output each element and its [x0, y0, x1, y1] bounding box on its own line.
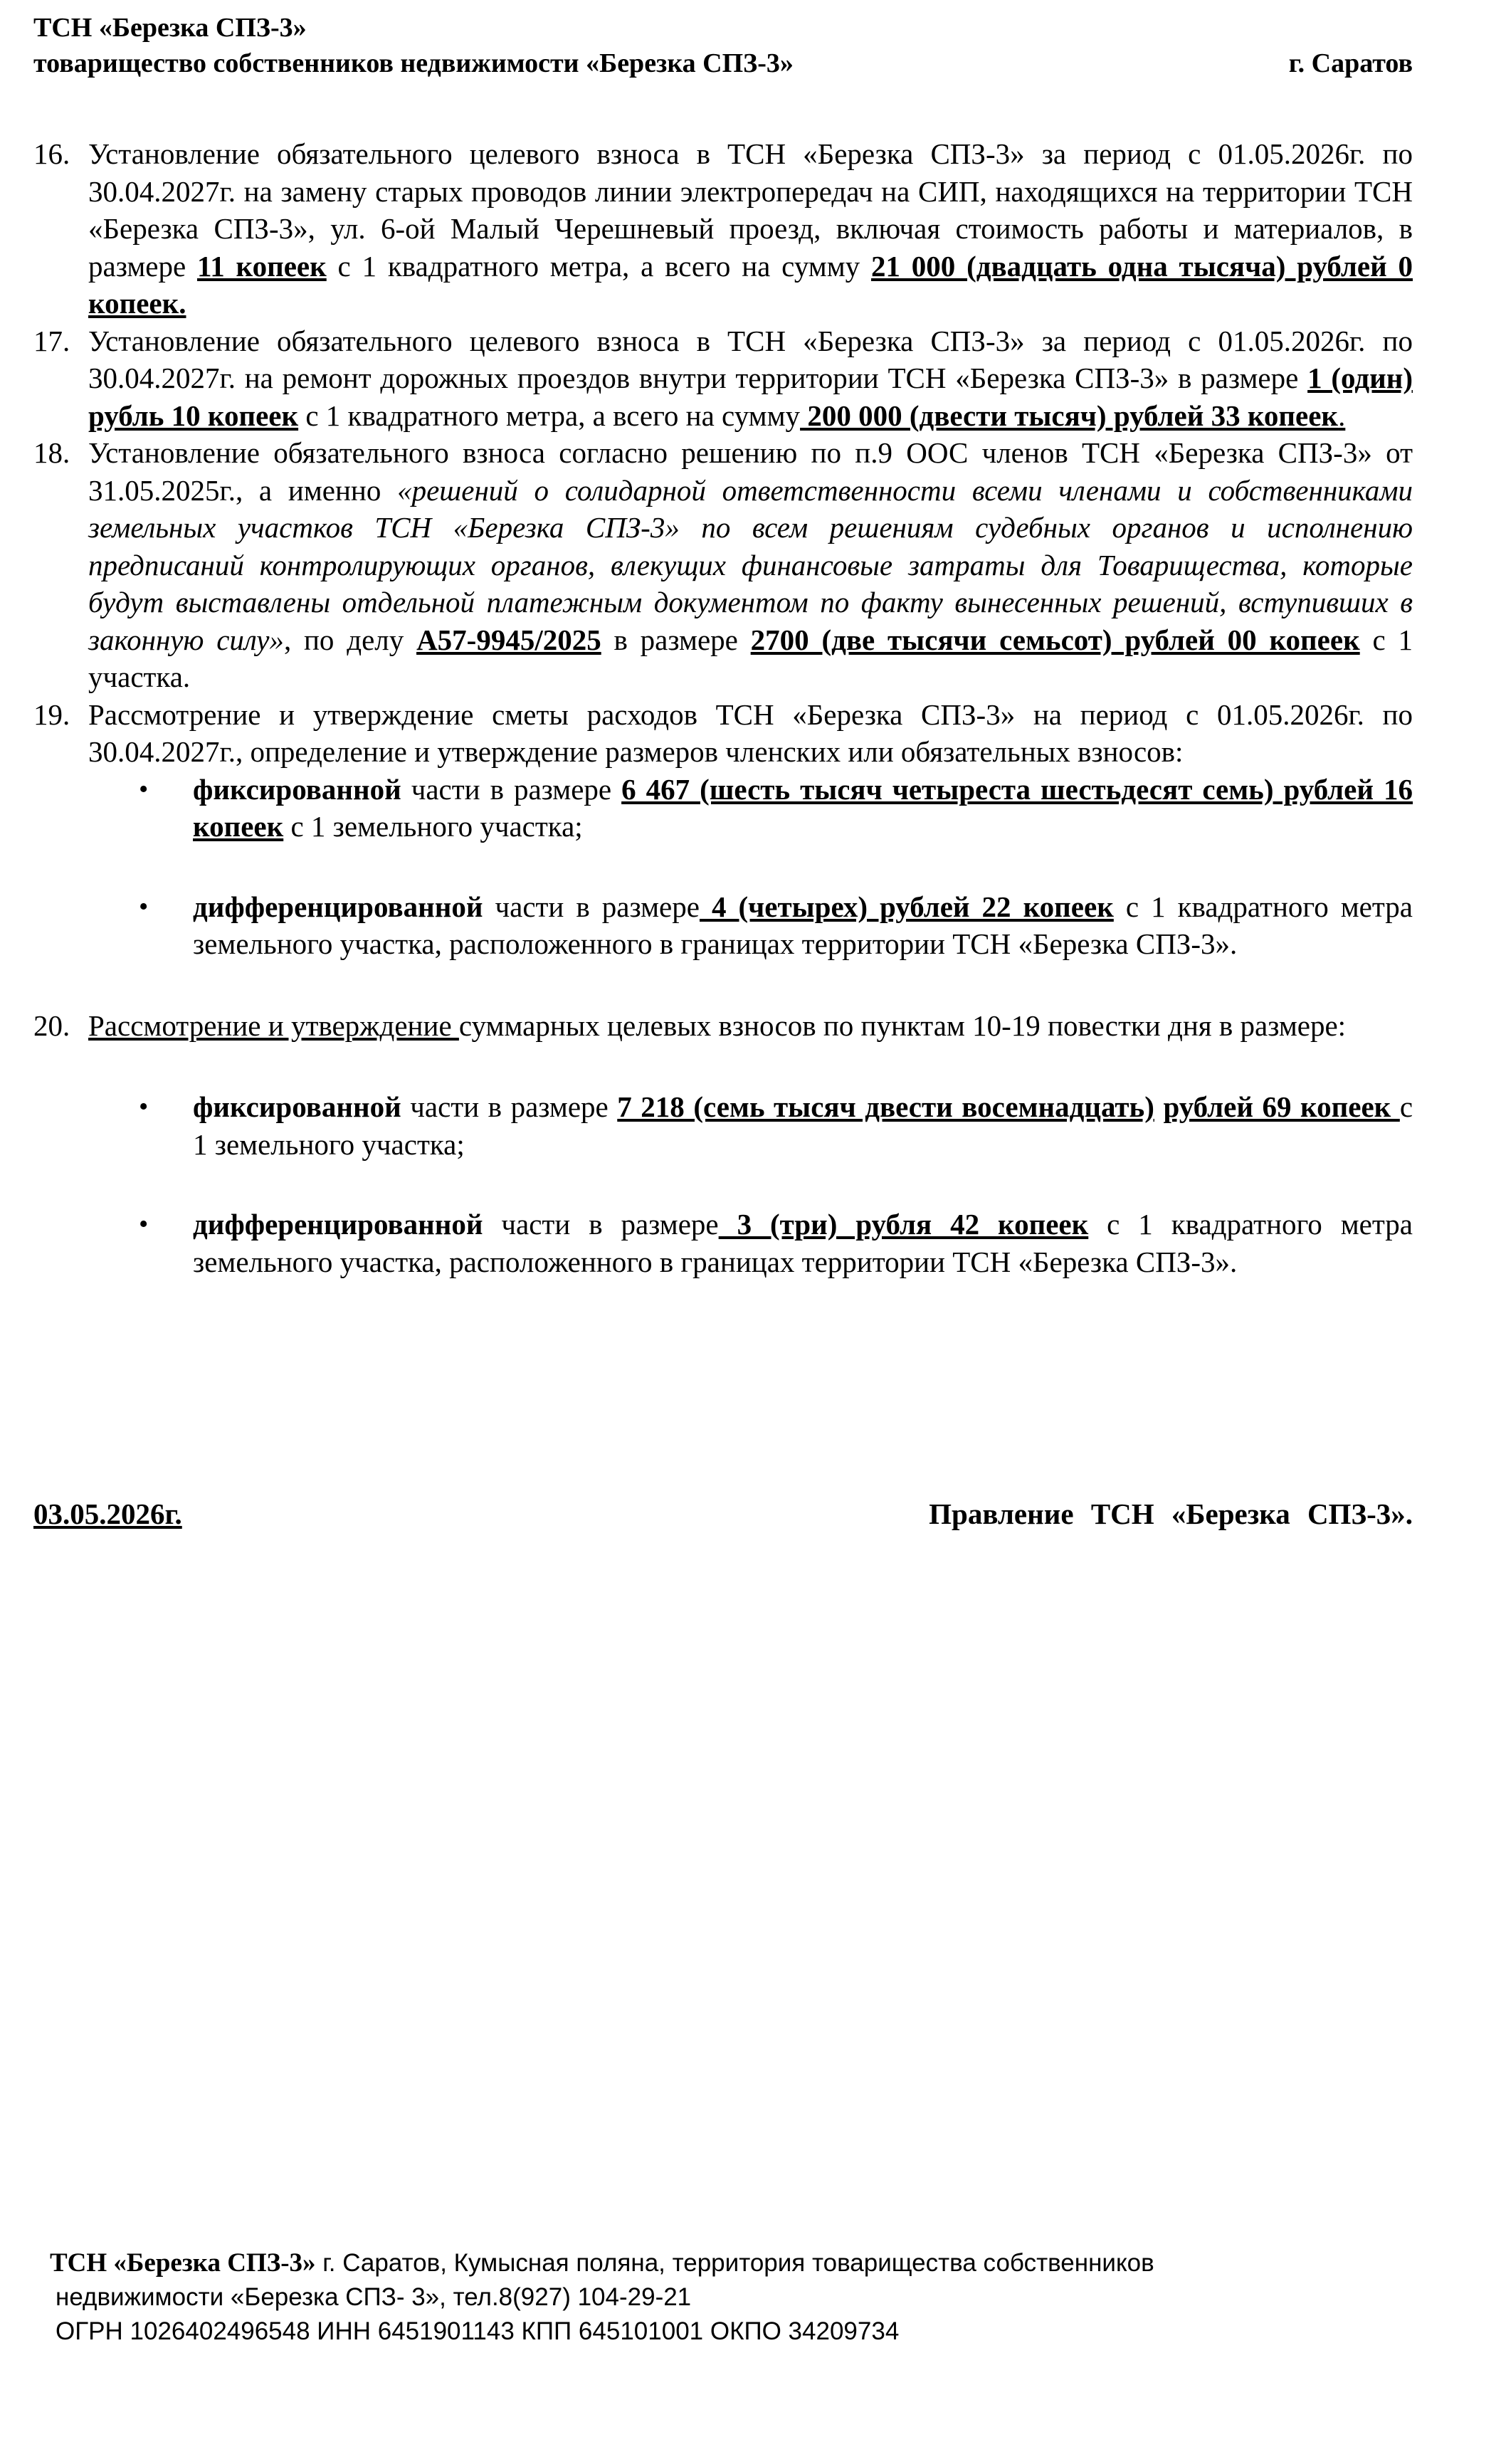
bullet-amount: 6 467 (шесть тысяч четыреста шестьдесят семь) рублей 16 копеек [193, 772, 1413, 843]
item-text: . [1338, 399, 1346, 432]
bullet-text: с 1 квадратного метра земельного участка, расположенного в границах территории ТСН «Березка СПЗ-3». [193, 1208, 1413, 1278]
spacer [33, 963, 1413, 1007]
bullet-differentiated-part [33, 888, 1413, 963]
bullet-text: с 1 квадратного метра земельного участка, расположенного в границах территории ТСН «Березка СПЗ-3». [193, 890, 1413, 960]
signature-block [33, 1497, 1413, 1531]
spacer [33, 846, 1413, 888]
agenda-item-20 [33, 1007, 1413, 1045]
agenda-item-18 [33, 434, 1413, 696]
item-number: 17. [33, 324, 70, 357]
bullet-text: с 1 земельного участка; [193, 1090, 1413, 1161]
item-number: 16. [33, 137, 70, 170]
spacer [33, 1163, 1413, 1206]
bullet-icon: • [139, 774, 149, 804]
bullet-text: части в размере [401, 772, 622, 806]
org-full-name: товарищество собственников недвижимости «Березка СПЗ-3» [33, 48, 794, 78]
bullet-label: фиксированной [193, 772, 401, 806]
bullet-amount: 3 (три) рубля 42 копеек [718, 1208, 1089, 1241]
bullet-differentiated-part [33, 1206, 1413, 1280]
header-row [33, 46, 1413, 81]
signature-board: Правление ТСН «Березка СПЗ-3». [929, 1497, 1413, 1530]
item-text: Рассмотрение и утверждение сметы расходов ТСН «Березка СПЗ-3» на период с 01.05.2026г. по 30.04.2027г., определение и утверждение размеров членских или обязательных взносов: [88, 697, 1413, 768]
item-text: Установление обязательного целевого взноса в ТСН «Березка СПЗ-3» за период с 01.05.2026г. по 30.04.2027г. на замену старых проводов линии электропередач на СИП, находящихся на территории ТСН «Березка СПЗ-3», ул. 6-ой Малый Черешневый проезд, включая стоимость работы и материалов, в размере [88, 137, 1413, 283]
signature-date: 03.05.2026г. [33, 1497, 182, 1530]
item-number: 18. [33, 436, 70, 469]
item-amount-rate: 1 (один) рубль 10 копеек [88, 362, 1413, 432]
footer-line-1 [50, 2246, 1154, 2280]
bullet-fixed-part [33, 771, 1413, 846]
item-amount-total: 200 000 (двести тысяч) рублей 33 копеек [800, 399, 1339, 432]
bullet-text [1154, 1090, 1164, 1123]
bullet-text: с 1 земельного участка; [283, 810, 583, 843]
bullet-label: дифференцированной [193, 890, 483, 923]
agenda-item-19 [33, 696, 1413, 771]
document-header [33, 10, 1413, 81]
bullet-icon: • [139, 891, 149, 922]
item-number: 19. [33, 697, 70, 731]
item-amount: 2700 (две тысячи семьсот) рублей 00 копеек [750, 623, 1360, 656]
footer-line-3: ОГРН 1026402496548 ИНН 6451901143 КПП 645101001 ОКПО 34209734 [56, 2317, 900, 2345]
bullet-label: дифференцированной [193, 1208, 483, 1241]
item-text: суммарных целевых взносов по пунктам 10-19 повестки дня в размере: [458, 1009, 1347, 1042]
agenda-item-16 [33, 135, 1413, 322]
item-text: с 1 участка. [88, 623, 1413, 693]
bullet-label: фиксированной [193, 1090, 401, 1123]
case-number: А57-9945/2025 [416, 623, 601, 656]
item-text-underlined: Рассмотрение и утверждение [88, 1009, 459, 1042]
item-quote: «решений о солидарной ответственности всеми членами и собственниками земельных участков ТСН «Березка СПЗ-3» по всем решениям судебных органов и исполнению предписаний контролирующих органов, влекущих финансовые затраты для Товарищества, которые будут выставлены отдельной платежным документом по факту вынесенных решений, вступивших в законную силу» [88, 473, 1413, 656]
item-amount-rate: 11 копеек [196, 249, 327, 283]
item-text: Установление обязательного взноса согласно решению по п.9 ООС членов ТСН «Березка СПЗ-3» от 31.05.2025г., а именно [88, 436, 1413, 507]
item-number: 20. [33, 1009, 70, 1042]
bullet-text: части в размере [483, 1208, 719, 1241]
footer-line-2: недвижимости «Березка СПЗ- 3», тел.8(927) 104-29-21 [56, 2283, 692, 2311]
item-text: , по делу [283, 623, 417, 656]
footer-requisites [50, 2246, 1154, 2349]
bullet-amount: рублей 69 копеек [1163, 1090, 1400, 1123]
footer-address: г. Саратов, Кумысная поляна, территория товарищества собственников [315, 2249, 1154, 2277]
item-text: Установление обязательного целевого взноса в ТСН «Березка СПЗ-3» за период с 01.05.2026г. по 30.04.2027г. на ремонт дорожных проездов внутри территории ТСН «Березка СПЗ-3» в размере [88, 324, 1413, 394]
bullet-text: части в размере [483, 890, 700, 923]
agenda-content [33, 135, 1413, 1280]
item-amount-total: 21 000 (двадцать одна тысяча) рублей 0 копеек. [88, 249, 1413, 320]
bullet-amount: 7 218 (семь тысяч двести восемнадцать) [617, 1090, 1154, 1123]
footer-org-name: ТСН «Березка СПЗ-3» [50, 2248, 316, 2278]
bullet-icon: • [139, 1209, 149, 1239]
bullet-fixed-part [33, 1088, 1413, 1163]
item-text: с 1 квадратного метра, а всего на сумму [298, 399, 801, 432]
item-text: в размере [601, 623, 751, 656]
city: г. Саратов [1288, 48, 1413, 78]
bullet-icon: • [139, 1092, 149, 1122]
agenda-item-17 [33, 322, 1413, 435]
org-short-name: ТСН «Березка СПЗ-3» [33, 13, 307, 43]
spacer [33, 1044, 1413, 1088]
bullet-text: части в размере [401, 1090, 618, 1123]
bullet-amount: 4 (четырех) рублей 22 копеек [699, 890, 1114, 923]
item-text: с 1 квадратного метра, а всего на сумму [326, 249, 871, 283]
